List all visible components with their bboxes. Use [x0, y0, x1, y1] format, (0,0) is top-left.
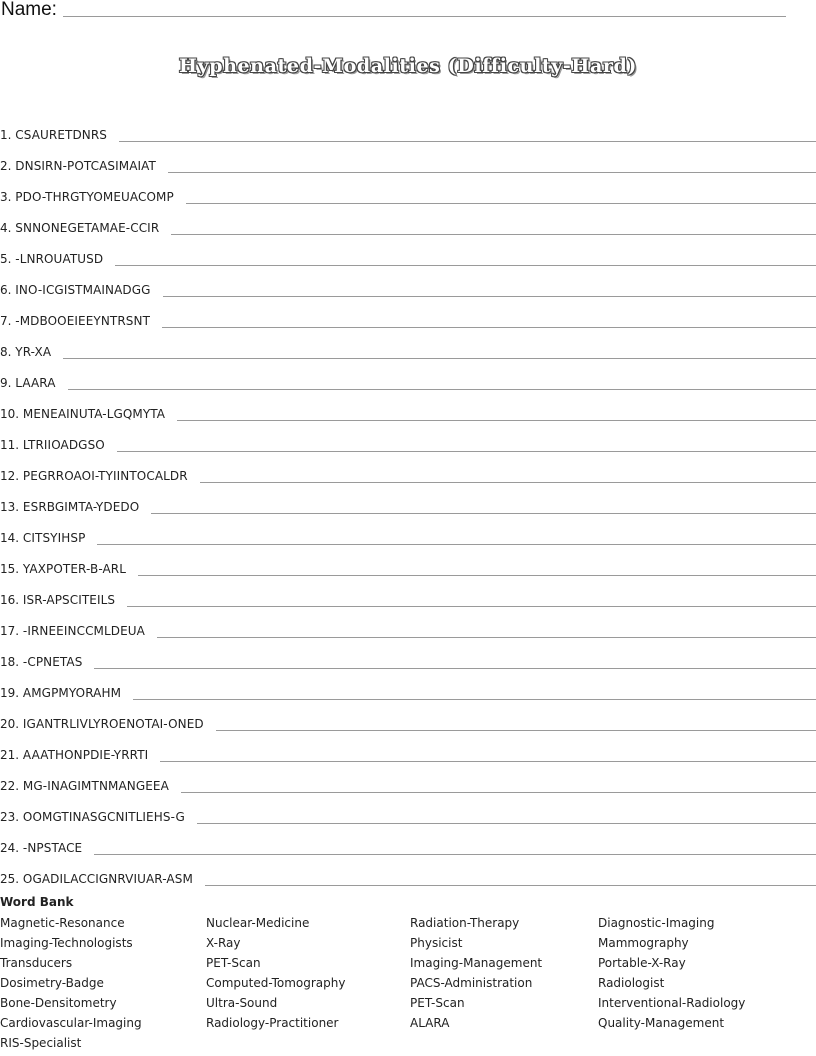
answer-line[interactable] — [200, 482, 816, 483]
word-bank-item: Radiology-Practitioner — [206, 1016, 339, 1030]
question-number: 16. — [0, 593, 20, 607]
question-number: 2. — [0, 159, 12, 173]
scrambled-word: DNSIRN-POTCASIMAIAT — [15, 159, 156, 173]
answer-line[interactable] — [181, 792, 816, 793]
question-number: 3. — [0, 190, 12, 204]
answer-line[interactable] — [162, 327, 816, 328]
question-number: 20. — [0, 717, 20, 731]
answer-line[interactable] — [63, 358, 816, 359]
answer-line[interactable] — [168, 172, 816, 173]
scrambled-word: IGANTRLIVLYROENOTAI-ONED — [22, 717, 204, 731]
question-number: 21. — [0, 748, 20, 762]
question-row — [0, 174, 816, 205]
worksheet-title: Hyphenated-Modalities (Difficulty-Hard) — [179, 55, 637, 77]
question-number: 13. — [0, 500, 20, 514]
scrambled-word: -CPNETAS — [22, 655, 83, 669]
scrambled-word: MG-INAGIMTNMANGEEA — [22, 779, 169, 793]
question-row — [0, 701, 816, 732]
question-row — [0, 143, 816, 174]
question-number: 25. — [0, 872, 20, 886]
question-row — [0, 577, 816, 608]
word-bank-column-3 — [410, 913, 542, 1033]
scrambled-word: -IRNEEINCCMLDEUA — [22, 624, 145, 638]
question-number: 23. — [0, 810, 20, 824]
scrambled-word: -LNROUATUSD — [15, 252, 104, 266]
answer-line[interactable] — [216, 730, 816, 731]
answer-line[interactable] — [138, 575, 816, 576]
scrambled-word: -NPSTACE — [22, 841, 83, 855]
scrambled-word: -MDBOOEIEEYNTRSNT — [15, 314, 151, 328]
scrambled-word: LTRIIOADGSO — [22, 438, 105, 452]
answer-line[interactable] — [117, 451, 816, 452]
question-row — [0, 391, 816, 422]
word-bank-item: Nuclear-Medicine — [206, 916, 310, 930]
answer-line[interactable] — [186, 203, 816, 204]
name-label: Name: — [1, 0, 57, 20]
scrambled-word: CSAURETDNRS — [15, 128, 108, 142]
question-number: 11. — [0, 438, 20, 452]
question-number: 6. — [0, 283, 12, 297]
question-row — [0, 205, 816, 236]
answer-line[interactable] — [133, 699, 816, 700]
word-bank-item: Magnetic-Resonance — [0, 916, 125, 930]
question-number: 12. — [0, 469, 20, 483]
word-bank-item: Transducers — [0, 956, 73, 970]
answer-line[interactable] — [94, 668, 816, 669]
question-row — [0, 515, 816, 546]
word-bank-item: RIS-Specialist — [0, 1036, 82, 1050]
word-bank-item: Mammography — [598, 936, 689, 950]
question-number: 17. — [0, 624, 20, 638]
word-bank-item: Bone-Densitometry — [0, 996, 117, 1010]
word-bank-item: Ultra-Sound — [206, 996, 278, 1010]
answer-line[interactable] — [197, 823, 816, 824]
word-bank-title: Word Bank — [0, 895, 74, 909]
scrambled-word: INO-ICGISTMAINADGG — [15, 283, 151, 297]
answer-line[interactable] — [171, 234, 816, 235]
word-bank-item: Quality-Management — [598, 1016, 725, 1030]
answer-line[interactable] — [97, 544, 816, 545]
answer-line[interactable] — [163, 296, 816, 297]
question-row — [0, 639, 816, 670]
question-row — [0, 825, 816, 856]
word-bank-item: Imaging-Management — [410, 956, 543, 970]
question-number: 4. — [0, 221, 12, 235]
scrambled-word: OOMGTINASGCNITLIEHS-G — [22, 810, 185, 824]
question-number: 14. — [0, 531, 20, 545]
word-bank-column-4 — [598, 913, 745, 1033]
answer-line[interactable] — [177, 420, 816, 421]
answer-line[interactable] — [119, 141, 816, 142]
question-row — [0, 732, 816, 763]
word-bank-item: Computed-Tomography — [206, 976, 346, 990]
word-bank-item: X-Ray — [206, 936, 241, 950]
scrambled-word: OGADILACCIGNRVIUAR-ASM — [22, 872, 193, 886]
answer-line[interactable] — [160, 761, 816, 762]
word-bank-item: PET-Scan — [410, 996, 465, 1010]
scrambled-word: PEGRROAOI-TYIINTOCALDR — [22, 469, 188, 483]
question-row — [0, 112, 816, 143]
answer-line[interactable] — [94, 854, 816, 855]
scrambled-word: ISR-APSCITEILS — [22, 593, 116, 607]
answer-line[interactable] — [127, 606, 816, 607]
scrambled-word: YR-XA — [15, 345, 52, 359]
question-row — [0, 267, 816, 298]
answer-line[interactable] — [157, 637, 816, 638]
word-bank-column-1 — [0, 913, 142, 1053]
word-bank-item: Cardiovascular-Imaging — [0, 1016, 142, 1030]
answer-line[interactable] — [115, 265, 816, 266]
question-row — [0, 794, 816, 825]
question-number: 10. — [0, 407, 20, 421]
question-number: 8. — [0, 345, 12, 359]
question-row — [0, 329, 816, 360]
question-number: 15. — [0, 562, 20, 576]
question-row — [0, 298, 816, 329]
scrambled-word: AMGPMYORAHM — [22, 686, 122, 700]
scrambled-word: SNNONEGETAMAE-CCIR — [15, 221, 160, 235]
word-bank-item: Radiologist — [598, 976, 665, 990]
question-number: 5. — [0, 252, 12, 266]
word-bank-item: Interventional-Radiology — [598, 996, 746, 1010]
answer-line[interactable] — [205, 885, 816, 886]
question-row — [0, 484, 816, 515]
word-bank-item: Radiation-Therapy — [410, 916, 520, 930]
scrambled-word: CITSYIHSP — [22, 531, 86, 545]
question-number: 22. — [0, 779, 20, 793]
name-write-line[interactable] — [63, 16, 786, 17]
scrambled-word: YAXPOTER-B-ARL — [22, 562, 127, 576]
answer-line[interactable] — [151, 513, 816, 514]
scrambled-word: PDO-THRGTYOMEUACOMP — [15, 190, 174, 204]
question-row — [0, 670, 816, 701]
question-row — [0, 453, 816, 484]
scrambled-word: MENEAINUTA-LGQMYTA — [22, 407, 166, 421]
question-row — [0, 763, 816, 794]
question-row — [0, 856, 816, 887]
question-number: 9. — [0, 376, 12, 390]
name-row — [0, 0, 790, 22]
scrambled-word: AAATHONPDIE-YRRTI — [22, 748, 149, 762]
question-number: 7. — [0, 314, 12, 328]
question-row — [0, 360, 816, 391]
scrambled-word: ESRBGIMTA-YDEDO — [22, 500, 140, 514]
word-bank-item: PACS-Administration — [410, 976, 533, 990]
question-number: 19. — [0, 686, 20, 700]
question-number: 1. — [0, 128, 12, 142]
question-row — [0, 608, 816, 639]
word-bank-item: Physicist — [410, 936, 463, 950]
question-row — [0, 422, 816, 453]
answer-line[interactable] — [68, 389, 816, 390]
word-bank-column-2 — [206, 913, 345, 1033]
question-row — [0, 236, 816, 267]
question-list — [0, 112, 816, 887]
question-number: 18. — [0, 655, 20, 669]
question-row — [0, 546, 816, 577]
word-bank-item: Imaging-Technologists — [0, 936, 133, 950]
scrambled-word: LAARA — [15, 376, 56, 390]
question-number: 24. — [0, 841, 20, 855]
word-bank-item: Diagnostic-Imaging — [598, 916, 715, 930]
word-bank-item: Dosimetry-Badge — [0, 976, 104, 990]
word-bank-item: ALARA — [410, 1016, 450, 1030]
word-bank-item: Portable-X-Ray — [598, 956, 686, 970]
word-bank-item: PET-Scan — [206, 956, 261, 970]
